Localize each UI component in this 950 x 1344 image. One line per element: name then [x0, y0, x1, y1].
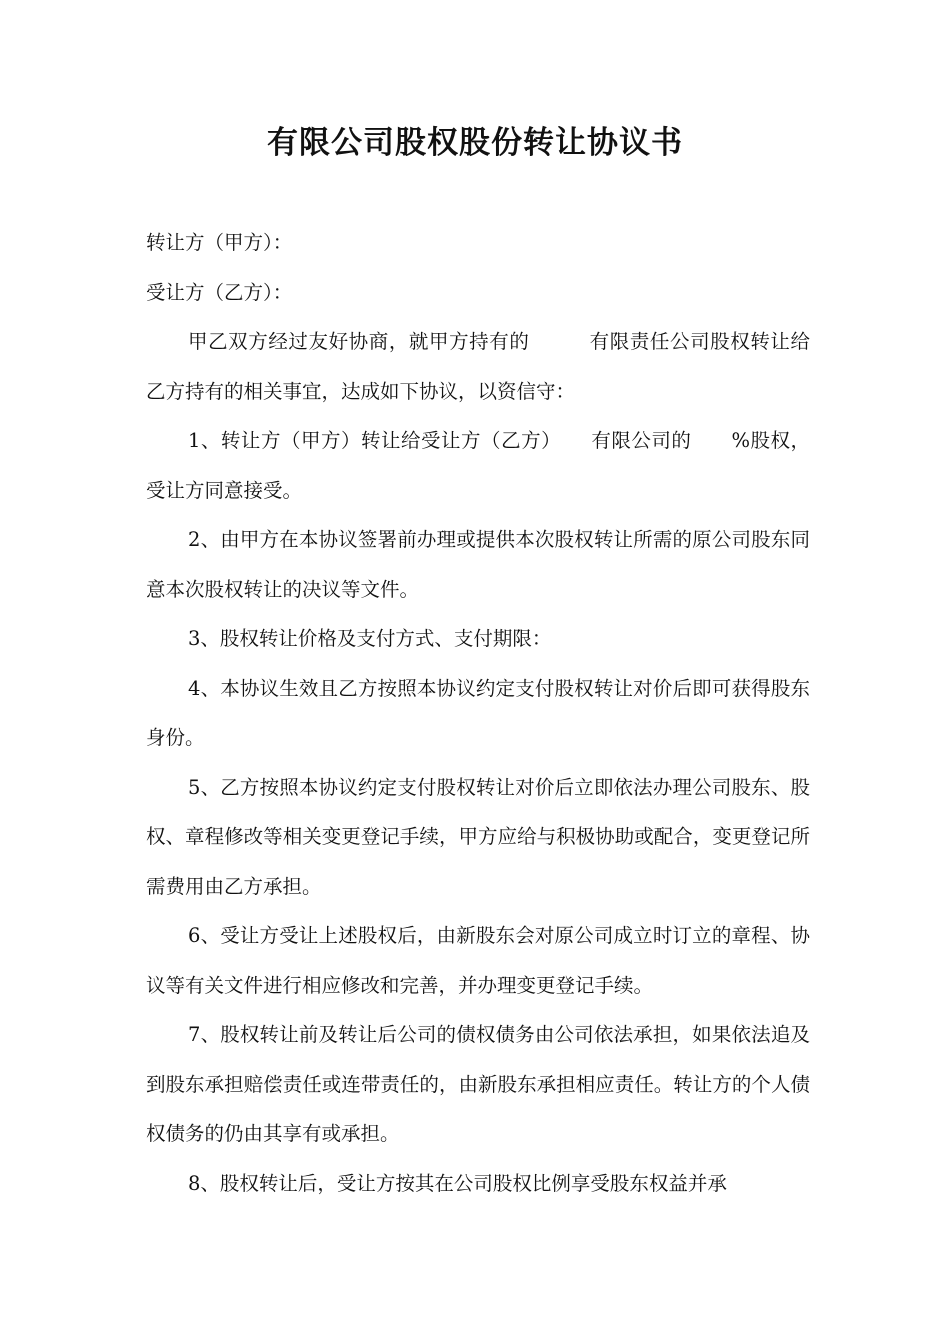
- clause-3: 3、股权转让价格及支付方式、支付期限：: [188, 627, 552, 650]
- clause-1: 1、转让方（甲方）转让给受让方（乙方） 有限公司的 %股权，受让方同意接受。: [146, 429, 810, 502]
- clause-7: 7、股权转让前及转让后公司的债权债务由公司依法承担，如果依法追及到股东承担赔偿责任或连带责任的，由新股东承担相应责任。转让方的个人债权债务的仍由其享有或承担。: [146, 1023, 810, 1145]
- transferor-line: 转让方（甲方）：: [146, 231, 293, 254]
- document-body: [146, 218, 810, 1208]
- clause-5: 5、乙方按照本协议约定支付股权转让对价后立即依法办理公司股东、股权、章程修改等相关变更登记手续，甲方应给与积极协助或配合，变更登记所需费用由乙方承担。: [146, 775, 810, 898]
- clause-2: 2、由甲方在本协议签署前办理或提供本次股权转让所需的原公司股东同意本次股权转让的决议等文件。: [146, 528, 810, 601]
- intro-paragraph: 甲乙双方经过友好协商，就甲方持有的 有限责任公司股权转让给乙方持有的相关事宜，达成如下协议，以资信守：: [146, 330, 810, 403]
- clause-6: 6、受让方受让上述股权后，由新股东会对原公司成立时订立的章程、协议等有关文件进行相应修改和完善，并办理变更登记手续。: [146, 924, 810, 997]
- clause-8: 8、股权转让后，受让方按其在公司股权比例享受股东权益并承: [188, 1171, 727, 1195]
- transferee-line: 受让方（乙方）：: [146, 280, 293, 304]
- clause-4: 4、本协议生效且乙方按照本协议约定支付股权转让对价后即可获得股东身份。: [146, 676, 810, 749]
- document-title: 有限公司股权股份转让协议书: [267, 125, 683, 161]
